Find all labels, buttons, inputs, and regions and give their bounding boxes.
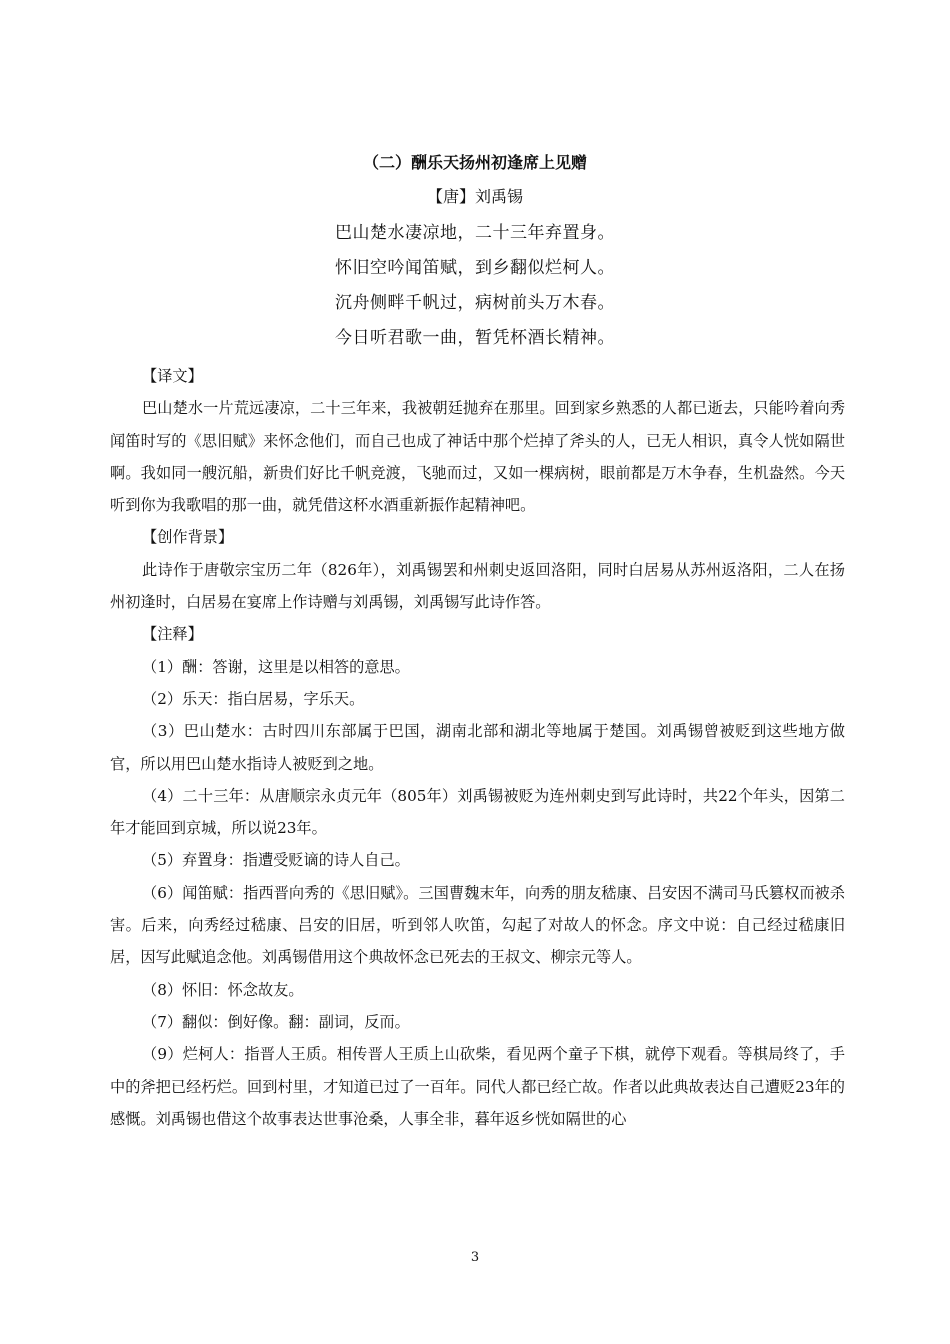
poem-body — [0, 216, 950, 356]
poem-author: 【唐】刘禹锡 — [426, 187, 523, 206]
note-item: （3）巴山楚水：古时四川东部属于巴国，湖南北部和湖北等地属于楚国。刘禹锡曾被贬到这些地方做官，所以用巴山楚水指诗人被贬到之地。 — [110, 722, 845, 773]
note-item: （6）闻笛赋：指西晋向秀的《思旧赋》。三国曹魏末年，向秀的朋友嵇康、吕安因不满司马氏篡权而被杀害。后来，向秀经过嵇康、吕安的旧居，听到邻人吹笛，勾起了对故人的怀念。序文中说：自己经过嵇康旧居，因写此赋追念他。刘禹锡借用这个典故怀念已死去的王叔文、柳宗元等人。 — [110, 883, 845, 967]
poem-line: 今日听君歌一曲，暂凭杯酒长精神。 — [335, 328, 615, 348]
translation-text: 巴山楚水一片荒远凄凉，二十三年来，我被朝廷抛弃在那里。回到家乡熟悉的人都已逝去，只能吟着向秀闻笛时写的《思旧赋》来怀念他们，而自己也成了神话中那个烂掉了斧头的人，已无人相识，真令人恍如隔世啊。我如同一艘沉船，新贵们好比千帆竞渡，飞驰而过，又如一棵病树，眼前都是万木争春，生机盎然。今天听到你为我歌唱的那一曲，就凭借这杯水酒重新振作起精神吧。 — [110, 399, 845, 515]
translation-heading: 【译文】 — [142, 367, 203, 385]
poem-line: 怀旧空吟闻笛赋，到乡翻似烂柯人。 — [335, 258, 615, 278]
note-item: （7）翻似：倒好像。翻：副词，反而。 — [142, 1012, 410, 1031]
poem-line: 巴山楚水凄凉地，二十三年弃置身。 — [335, 223, 615, 243]
note-item: （1）酬：答谢，这里是以相答的意思。 — [142, 657, 410, 676]
document-body — [110, 360, 845, 1135]
note-item: （8）怀旧：怀念故友。 — [142, 980, 304, 999]
poem-title: （二）酬乐天扬州初逢席上见赠 — [362, 153, 587, 172]
background-text: 此诗作于唐敬宗宝历二年（826年），刘禹锡罢和州刺史返回洛阳，同时白居易从苏州返洛阳，二人在扬州初逢时，白居易在宴席上作诗赠与刘禹锡，刘禹锡写此诗作答。 — [110, 560, 845, 612]
note-item: （5）弃置身：指遭受贬谪的诗人自己。 — [142, 851, 410, 870]
notes-heading: 【注释】 — [142, 625, 203, 644]
page-number: 3 — [470, 1250, 480, 1265]
poem-line: 沉舟侧畔千帆过，病树前头万木春。 — [335, 293, 615, 313]
note-item: （2）乐天：指白居易，字乐天。 — [142, 689, 365, 708]
note-item: （4）二十三年：从唐顺宗永贞元年（805年）刘禹锡被贬为连州刺史到写此诗时，共22个年头，因第二年才能回到京城，所以说23年。 — [110, 786, 845, 838]
background-heading: 【创作背景】 — [142, 528, 234, 547]
note-item: （9）烂柯人：指晋人王质。相传晋人王质上山砍柴，看见两个童子下棋，就停下观看。等棋局终了，手中的斧把已经朽烂。回到村里，才知道已过了一百年。同代人都已经亡故。作者以此典故表达自己遭贬23年的感慨。刘禹锡也借这个故事表达世事沧桑，人事全非，暮年返乡恍如隔世的心 — [110, 1045, 845, 1128]
